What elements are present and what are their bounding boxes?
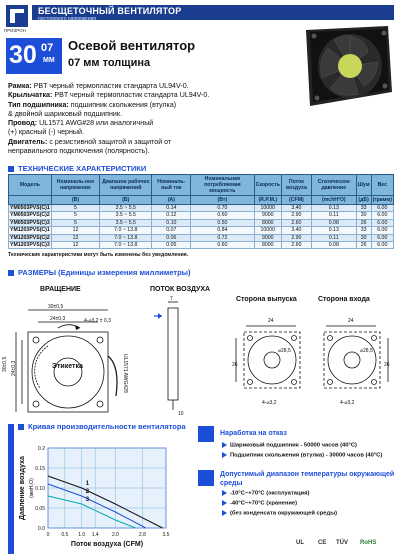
table-cell: 3.5 ~ 5.5 xyxy=(100,205,152,212)
outlet-side-drawing xyxy=(232,318,308,410)
table-cell: 0.13 xyxy=(311,205,356,212)
col-header: Скорость xyxy=(254,175,281,196)
outlet-dim-24: 24 xyxy=(268,318,274,324)
outlet-dim-28: ⌀28,5 xyxy=(278,348,291,354)
unit-cell xyxy=(9,196,52,205)
col-header: Номиналь-ное напряжение xyxy=(51,175,99,196)
ul-cert-icon: UL xyxy=(296,540,304,546)
table-cell: 0.11 xyxy=(311,234,356,241)
specs-note: Технические характеристики могут быть изменены без уведомления. xyxy=(8,252,189,258)
description xyxy=(8,82,308,156)
life-item-text: Шариковый подшипник - 50000 часов (40°C) xyxy=(230,442,357,449)
table-cell: 12 xyxy=(51,234,99,241)
table-cell: 0.12 xyxy=(152,212,191,219)
table-cell: 6.00 xyxy=(371,242,393,249)
header-subtitle: постоянного напряжения xyxy=(38,16,96,22)
size-unit: ММ xyxy=(43,57,55,64)
size-badge xyxy=(6,38,62,74)
table-row xyxy=(9,205,394,212)
unit-cell: (грамм) xyxy=(372,197,392,203)
life-icon xyxy=(198,426,214,442)
table-cell: 12 xyxy=(51,227,99,234)
y-tick-label: 0.15 xyxy=(35,466,45,472)
table-cell: 2.60 xyxy=(281,242,311,249)
x-tick-label: 1.4 xyxy=(91,532,99,538)
inlet-dim-26: 26 xyxy=(384,362,390,368)
x-tick-label: 0 xyxy=(46,532,50,538)
motor-text: с резистивной защитой и защитой от xyxy=(49,137,172,146)
table-row xyxy=(9,242,394,249)
model-cell: YM1203PVS(C)1 xyxy=(10,227,50,234)
product-title: Осевой вентилятор xyxy=(68,38,196,53)
outlet-label: Сторона выпуска xyxy=(236,296,297,303)
wire-text: UL1571 AWG#28 или аналогичный xyxy=(39,119,154,128)
model-cell: YM0503PVS(C)3 xyxy=(10,219,50,226)
col-header: Диапазон рабочих напряжений xyxy=(100,175,152,196)
table-cell: 6.00 xyxy=(371,212,393,219)
col-header: Модель xyxy=(9,175,52,196)
table-cell: 2.90 xyxy=(281,234,311,241)
wire-text2: (+) красный (-) черный. xyxy=(8,128,84,137)
x-tick-label: 1.0 xyxy=(78,532,86,538)
dim-24v-label: 24±0,3 xyxy=(11,360,17,376)
table-cell: 5 xyxy=(51,205,99,212)
col-header: Статическое давление xyxy=(311,175,356,196)
model-cell: YM0503PVS(C)1 xyxy=(10,205,50,211)
inlet-dim-28: ⌀28,5 xyxy=(360,348,373,354)
brand-logo xyxy=(6,5,28,27)
wire-label: Провод: xyxy=(8,119,38,128)
performance-chart xyxy=(14,434,190,558)
bearing-text2: & двойной шариковый подшипник. xyxy=(8,109,122,118)
sticker-label: Этикетка xyxy=(52,363,83,370)
dim-30-label: 30±0,5 xyxy=(48,304,64,310)
col-header: Поток воздуха xyxy=(281,175,311,196)
table-cell: 9000 xyxy=(254,212,281,219)
table-cell: 33 xyxy=(356,205,371,212)
temp-item xyxy=(222,500,297,507)
table-cell: 12 xyxy=(51,242,99,249)
specs-section-title xyxy=(8,164,146,173)
table-row xyxy=(9,219,394,226)
table-cell: 5 xyxy=(51,212,99,219)
table-row xyxy=(9,234,394,241)
table-cell: 3.5 ~ 5.5 xyxy=(100,212,152,219)
life-item xyxy=(222,442,357,449)
y-axis-label: Давление воздуха xyxy=(19,456,26,520)
dim-24-label: 24±0,3 xyxy=(50,316,66,322)
header-title: БЕСЩЕТОЧНЫЙ ВЕНТИЛЯТОР xyxy=(38,6,182,16)
col-header: Вес xyxy=(371,175,393,196)
unit-cell: (дБ) xyxy=(356,196,371,205)
impeller-label: Крыльчатка: xyxy=(8,91,53,100)
bearing-text: подшипник скольжения (втулка) xyxy=(70,100,177,109)
table-cell: 8000 xyxy=(254,219,281,226)
table-cell: 6.00 xyxy=(371,227,393,234)
table-cell: 6.00 xyxy=(371,205,393,212)
table-cell: 3.40 xyxy=(281,205,311,212)
table-cell: 0.70 xyxy=(191,205,254,212)
table-cell: 0.10 xyxy=(152,219,191,226)
size-sub: 07 xyxy=(41,42,54,54)
fan-side-drawing xyxy=(150,296,200,416)
table-cell: 10000 xyxy=(254,227,281,234)
table-cell: 0.60 xyxy=(191,212,254,219)
header-bar xyxy=(32,5,394,20)
dimensions-title-text: РАЗМЕРЫ (Единицы измерения миллиметры) xyxy=(18,268,191,277)
ce-cert-icon: CE xyxy=(318,540,327,546)
dim-30v-label: 30±0,5 xyxy=(2,356,8,372)
series-label: 1 xyxy=(85,481,90,487)
motor-text2: неправильного подключения (полярность). xyxy=(8,147,150,156)
table-cell: 7.0 ~ 13.8 xyxy=(100,227,152,234)
unit-cell: (Вт) xyxy=(191,196,254,205)
dim-10-label: 10 xyxy=(178,411,184,417)
col-header: Номинальная потребляемая мощность xyxy=(191,175,254,196)
table-cell: 2.60 xyxy=(281,219,311,226)
table-cell: 7.0 ~ 13.8 xyxy=(100,242,152,249)
x-tick-label: 0.5 xyxy=(61,532,69,538)
col-header: Шум xyxy=(356,175,371,196)
table-cell: 6.00 xyxy=(371,219,393,226)
table-cell: 0.14 xyxy=(152,205,191,212)
dimensions-section-title xyxy=(8,268,191,277)
table-cell: 26 xyxy=(356,242,371,249)
y-tick-label: 0.10 xyxy=(35,486,45,492)
model-cell: YM1203PVS(C)2 xyxy=(10,234,50,241)
x-tick-label: 3.5 xyxy=(162,532,170,538)
table-cell: 5 xyxy=(51,219,99,226)
x-axis-label: Поток воздуха (CFM) xyxy=(70,541,144,548)
life-title: Наработка на отказ xyxy=(220,430,287,437)
table-cell: 30 xyxy=(356,212,371,219)
unit-cell: (В) xyxy=(100,196,152,205)
bullet-arrow-icon xyxy=(222,452,227,458)
table-cell: 0.50 xyxy=(191,219,254,226)
frame-label: Рамка: xyxy=(8,82,32,90)
impeller-text: PBT черный термопластик стандарта UL94V-0. xyxy=(54,91,210,100)
bullet-arrow-icon xyxy=(222,510,227,516)
temp-item xyxy=(222,510,337,517)
unit-cell: (mchH²O) xyxy=(311,196,356,205)
temp-item-text: -10°C~+70°C (эксплуатация) xyxy=(230,490,310,497)
table-cell: 0.72 xyxy=(191,234,254,241)
bullet-arrow-icon xyxy=(222,490,227,496)
table-cell: 0.11 xyxy=(311,212,356,219)
y-tick-label: 0.0 xyxy=(38,526,45,532)
model-cell: YM1203PVS(C)3 xyxy=(10,242,50,249)
y-tick-label: 0.2 xyxy=(38,446,45,452)
unit-cell: (А) xyxy=(152,196,191,205)
x-tick-label: 2.8 xyxy=(138,532,146,538)
section-bullet-icon xyxy=(8,270,14,276)
temp-item-text: (без конденсата окружающей среды) xyxy=(230,510,338,517)
table-cell: 33 xyxy=(356,227,371,234)
fan-front-drawing xyxy=(8,296,136,420)
unit-cell: (CFM) xyxy=(281,196,311,205)
table-cell: 9000 xyxy=(254,234,281,241)
table-cell: 30 xyxy=(356,234,371,241)
size-main: 30 xyxy=(9,41,37,69)
frame-text: PBT черный термопластик стандарта UL94V-0. xyxy=(33,82,189,90)
life-item xyxy=(222,452,382,459)
unit-cell: (В) xyxy=(51,196,99,205)
table-cell: 0.06 xyxy=(152,234,191,241)
performance-section-title xyxy=(18,422,186,431)
table-cell: 3.40 xyxy=(281,227,311,234)
y-axis-unit: (ммH₂O) xyxy=(29,478,35,498)
table-cell: 2.90 xyxy=(281,212,311,219)
table-cell: 0.13 xyxy=(311,227,356,234)
rotation-label: ВРАЩЕНИЕ xyxy=(40,286,81,293)
bullet-arrow-icon xyxy=(222,500,227,506)
outlet-dim-26: 26 xyxy=(232,362,238,368)
spec-header-row xyxy=(9,175,394,196)
tuv-cert-icon: TÜV xyxy=(336,540,348,546)
table-row xyxy=(9,227,394,234)
performance-title-text: Кривая производительности вентилятора xyxy=(28,422,186,431)
inlet-dim-24: 24 xyxy=(348,318,354,324)
specs-title-text: ТЕХНИЧЕСКИЕ ХАРАКТЕРИСТИКИ xyxy=(18,164,147,173)
model-cell: YM0503PVS(C)2 xyxy=(10,212,50,219)
airflow-label: ПОТОК ВОЗДУХА xyxy=(150,286,211,293)
table-cell: 0.08 xyxy=(311,242,356,249)
table-cell: 6.00 xyxy=(371,234,393,241)
col-header: Номиналь-ный ток xyxy=(152,175,191,196)
spec-table xyxy=(8,174,394,249)
temp-item xyxy=(222,490,309,497)
temp-item-text: -40°C~+70°C (хранение) xyxy=(230,500,298,507)
inlet-side-drawing xyxy=(312,318,394,410)
y-tick-label: 0.05 xyxy=(35,506,45,512)
outlet-dim-holes: 4-⌀3,2 xyxy=(262,400,277,406)
inlet-label: Сторона входа xyxy=(318,296,370,303)
table-cell: 0.84 xyxy=(191,227,254,234)
table-cell: 8000 xyxy=(254,242,281,249)
table-cell: 3.5 ~ 5.5 xyxy=(100,219,152,226)
product-subtitle: 07 мм толщина xyxy=(68,57,151,69)
table-cell: 0.07 xyxy=(152,227,191,234)
bearing-label: Тип подшипника: xyxy=(8,100,69,109)
rohs-cert-icon: RoHS xyxy=(360,540,377,546)
unit-cell: (R.P.M.) xyxy=(254,196,281,205)
table-cell: 26 xyxy=(356,219,371,226)
temp-title: Допустимый диапазон температуры окружающей среды xyxy=(220,471,395,487)
table-cell: 0.08 xyxy=(311,219,356,226)
dim-7-label: 7 xyxy=(170,296,173,302)
life-item-text: Подшипник скольжения (втулка) - 30000 часов (40°C) xyxy=(230,452,383,459)
inlet-dim-holes: 4-⌀3,2 xyxy=(340,400,355,406)
table-row xyxy=(9,212,394,219)
table-cell: 0.60 xyxy=(191,242,254,249)
temp-icon xyxy=(198,470,214,486)
bullet-arrow-icon xyxy=(222,442,227,448)
x-tick-label: 2.0 xyxy=(111,532,119,538)
spec-units-row xyxy=(9,196,394,205)
table-cell: 7.0 ~ 13.8 xyxy=(100,234,152,241)
table-cell: 10000 xyxy=(254,205,281,212)
series-label: 3 xyxy=(85,497,90,503)
section-bullet-icon xyxy=(8,166,14,172)
table-cell: 0.05 xyxy=(152,242,191,249)
series-label: 2 xyxy=(85,489,90,495)
wire-note: UL1571 AWG#28 xyxy=(122,354,128,393)
dim-hole-label: 4-⌀3,2 ± 0,3 xyxy=(84,318,111,324)
section-bullet-icon xyxy=(18,424,24,430)
motor-label: Двигатель: xyxy=(8,137,48,146)
logo-text: ПРИЗРОН xyxy=(4,28,26,33)
